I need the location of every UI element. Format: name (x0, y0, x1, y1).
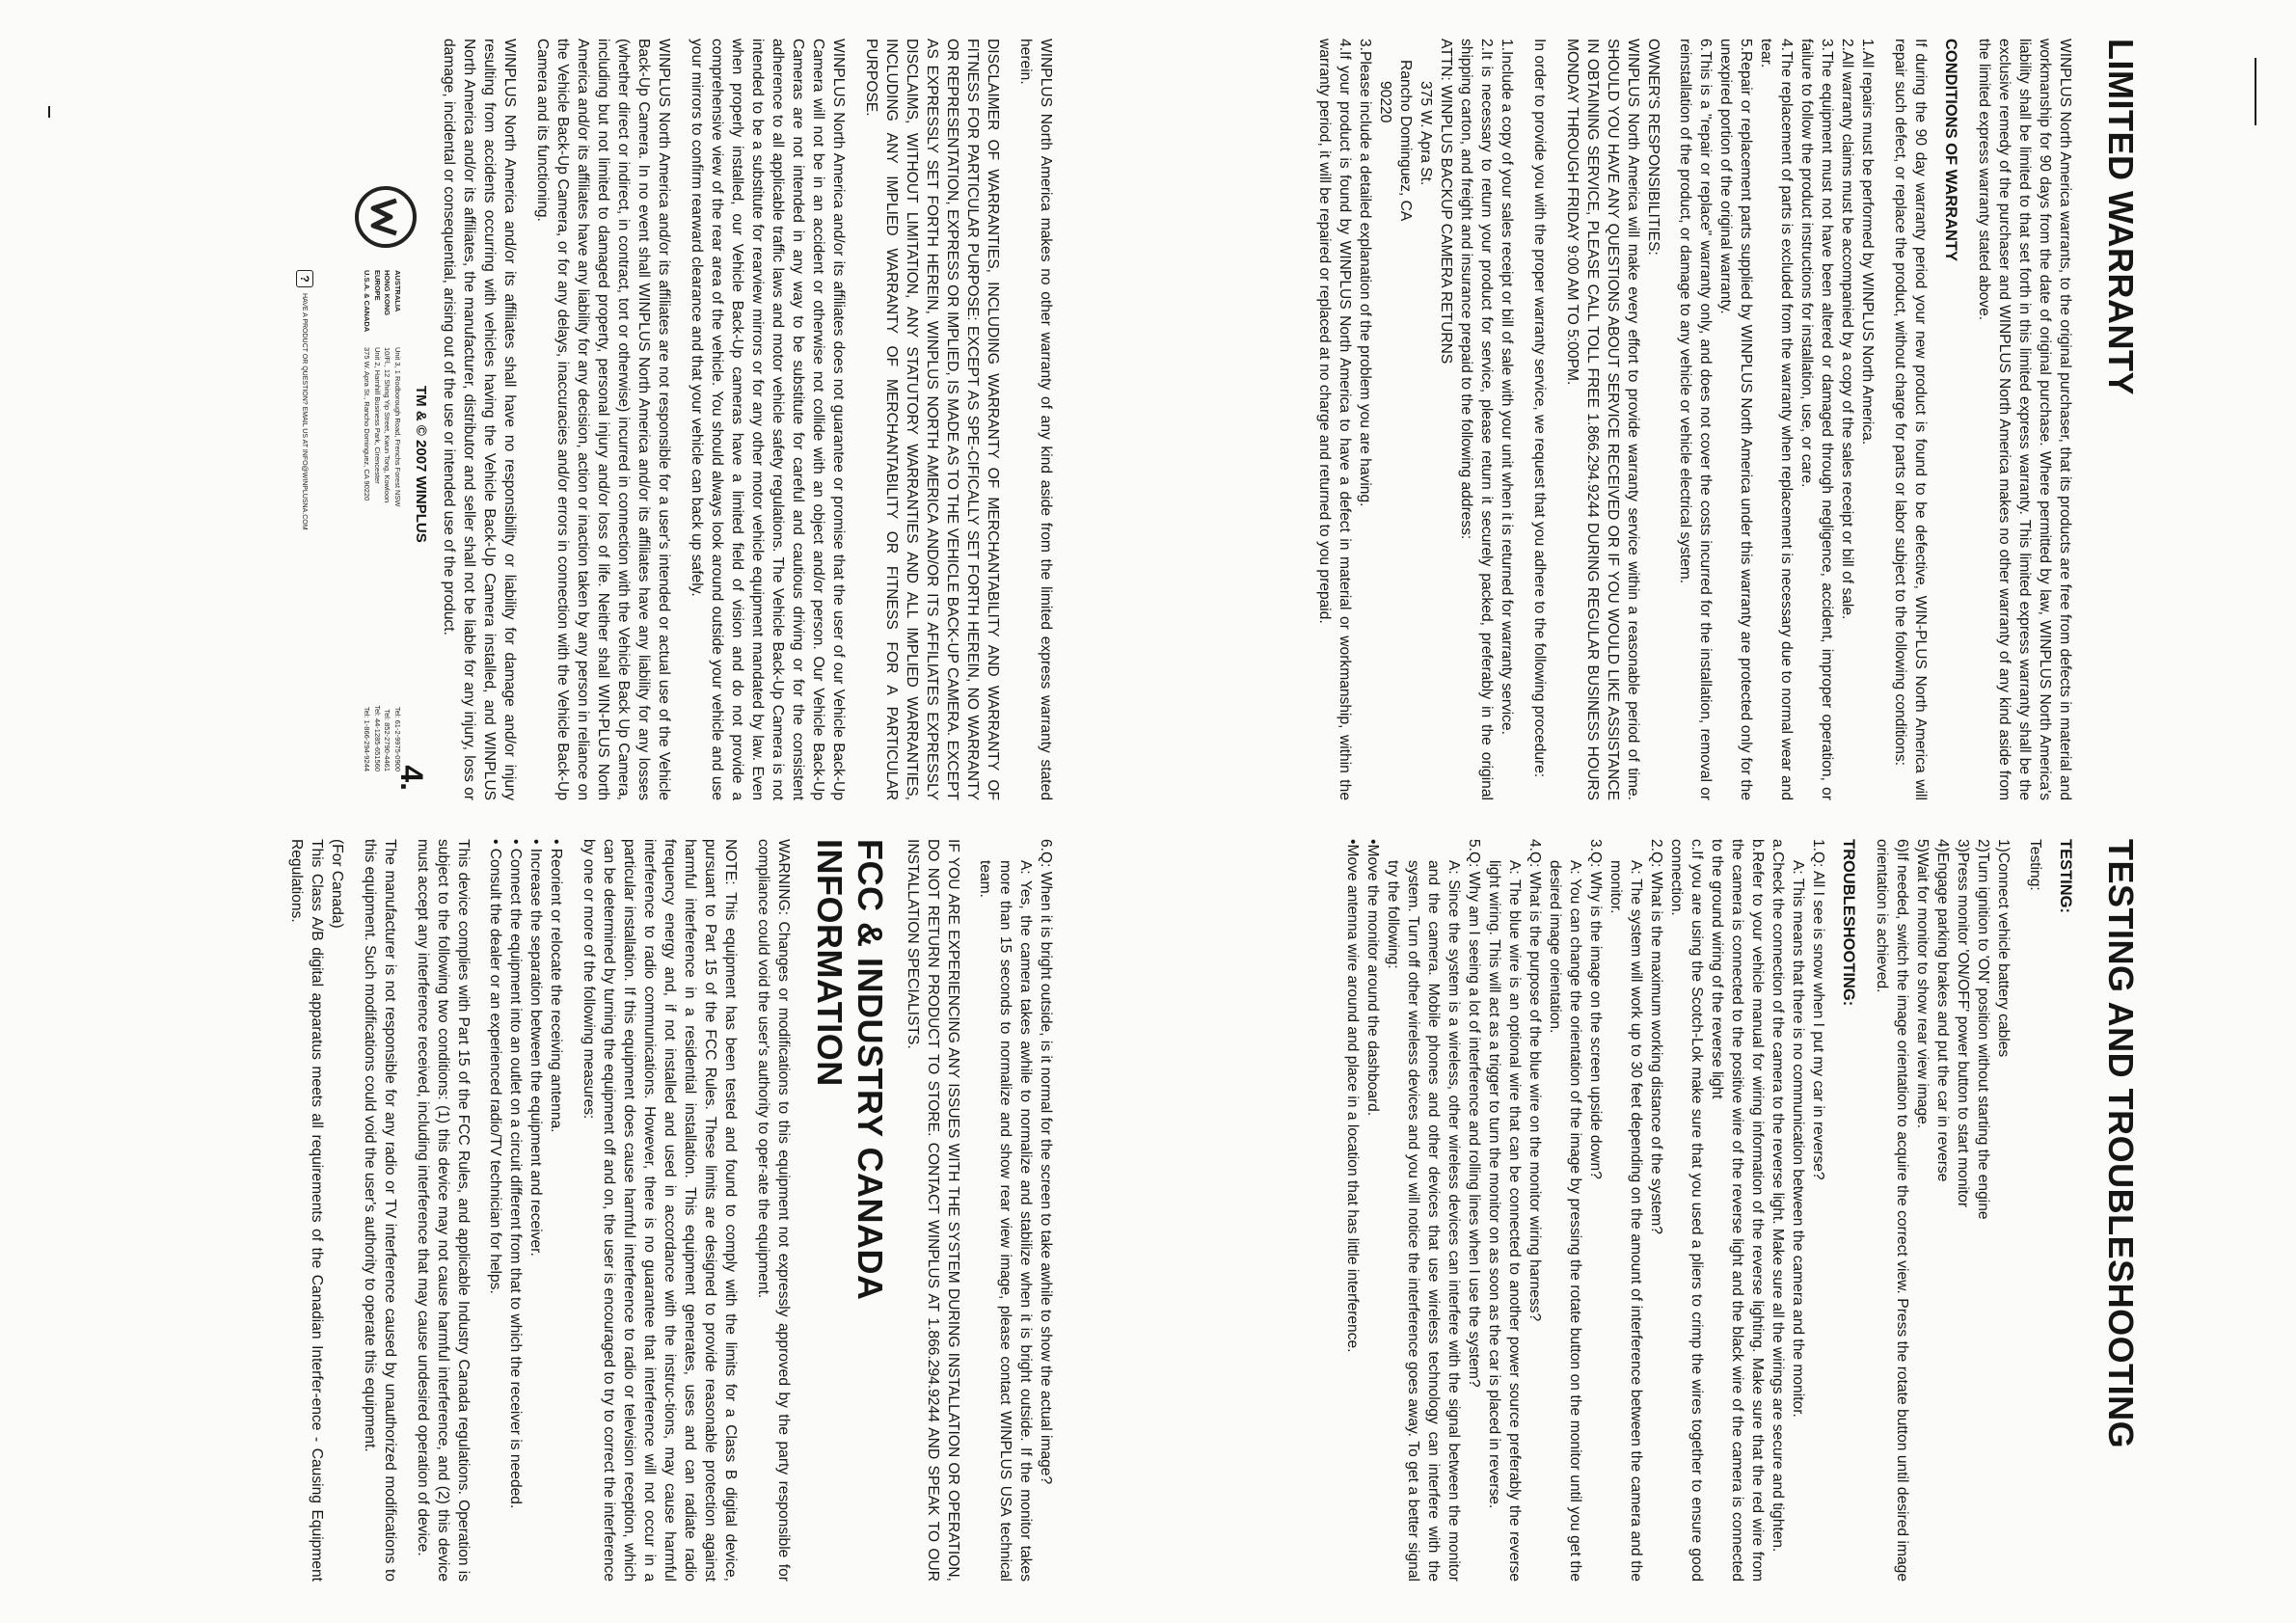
testing-label: Testing: (2027, 839, 2043, 891)
qa-answer: A: Since the system is a wireless, other wireless devices can interfere with the signal between the monitor and the camera. Mobile phones and other devices that use wireless technology can interfere with the system. Turn off other wireless devices and you will notice the interference goes away. To get a better signal try the following: (1385, 860, 1462, 1582)
qa-question: 4.Q: What is the purpose of the blue wire on the monitor wiring harness? (1526, 839, 1543, 1322)
condition-item: 2.All warranty claims must be accompanied by a copy of the sales receipt or bill of sale. (1839, 39, 1855, 620)
qa-answer: A: You can change the orientation of the image by pressing the rotate button on the monitor until you get the desired image orientation. (1547, 860, 1583, 1582)
bottom-left-rule (48, 106, 50, 118)
conditions-intro: If during the 90 day warranty period your new product is found to be defective, WIN-PLUS North America will repair such defect, or replace the product, without charge for parts or labor subject to the following conditions: (1892, 39, 1929, 800)
qa-question: 3.Q: Why is the image on the screen upside down? (1587, 839, 1604, 1179)
right-page (1316, 39, 2141, 1582)
fcc-note: NOTE: This equipment has been tested and found to comply with the limits for a Class B digital device, pursuant to Part 15 of the FCC Rules. These limits are designed to provide reasonable protection against harmful interference in a residential installation. This equipment generates, uses and can radiate radio frequency energy and, if not installed and used in accordance with the instruc-tions, may cause harmful interference to radio communications. However, there is no guarantee that interference will not occur in a particular installation. If this equipment does cause harmful interference to radio or television reception, which can be determined by turning the equipment off and on, the user is encouraged to try to correct the interference by one or more of the following measures: (581, 839, 739, 1582)
troubleshooting-heading: TROUBLESHOOTING: (1840, 839, 1857, 1007)
testing-step: 6)If needed, switch the image orientation to acquire the correct view. Press the rotate button until desired image orientation is achieved. (1874, 839, 1910, 1582)
address-line: ATTN: WINPLUS BACKUP CAMERA RETURNS (1438, 39, 1454, 365)
footer-block (284, 39, 429, 800)
qa-question: 2.Q: What is the maximum working distance of the system? (1648, 839, 1664, 1234)
procedure-intro: In order to provide you with the proper warranty service, we request that you adhere to the following procedure: (1531, 39, 1548, 778)
left-page (284, 39, 1056, 1582)
limited-warranty-title: LIMITED WARRANTY (2101, 39, 2141, 395)
help-question-icon: ? (296, 270, 313, 287)
no-liability-text: WINPLUS North America and/or its affiliates shall have no responsibility or liability for damage and/or injury resulting from accidents occurring with vehicles having the Vehicle Back-Up Camera installed, and WINPLUS North America and/or its affiliates, the manufacturer, distributor and seller shall not be liable for any injury, loss or damage, incidental or consequential, arising out of the use or intended use of the product. (441, 39, 518, 800)
fcc-warning: WARNING: Changes or modifications to this equipment not expressly approved by the party responsible for compliance could void the user's authority to oper-ate the equipment. (755, 839, 792, 1582)
owners-text: WINPLUS North America will make every effort to provide warranty service within a reasonable period of time. SHOULD YOU HAVE ANY QUESTIONS ABOUT SERVICE RECEIVED OR IF YOU WOULD LIKE ASSISTANCE IN OBTAINING SERVICE, PLEASE CALL TOLL FREE 1.866.294.9244 DURING REGULAR BUSINESS HOURS MONDAY THROUGH FRIDAY 9:00 AM TO 5:00PM. (1564, 39, 1641, 800)
fcc-measure: • Connect the equipment into an outlet on a circuit different from that to which the receiver is needed. (507, 839, 524, 1509)
qa-bullet: •Move antenna wire around and place in a location that has little interference. (1344, 839, 1361, 1353)
winplus-logo-icon (352, 183, 419, 251)
warranty-continued-column (284, 39, 1056, 800)
fcc-canada-text: This Class A/B digital apparatus meets all requirements of the Canadian Interfer-ence - Causing Equipment Regulations. (288, 839, 325, 1582)
no-other-warranty: WINPLUS North America makes no other warranty of any kind aside from the limited express warranty stated herein. (1017, 39, 1054, 800)
qa-answer: A: This means that there is no communication between the camera and the monitor. (1790, 860, 1806, 1418)
address-line: 375 W. Apra St. (1418, 81, 1434, 186)
issues-notice: IF YOU ARE EXPERIENCING ANY ISSUES WITH THE SYSTEM DURING INSTALLATION OR OPERATION, DO NOT RETURN PRODUCT TO STORE. CONTACT WINPLUS AT 1.866.294.9244 AND SPEAK TO OUR INSTALLATION SPECIALISTS. (905, 839, 961, 1582)
procedure-item: 4.If your product is found by WINPLUS North America to have a defect in material or workmanship, within the warranty period, it will be repaired or replaced at no charge and returned to you prepaid. (1316, 39, 1353, 800)
testing-step: 4)Engage parking brakes and put the car in reverse (1934, 839, 1951, 1182)
qa-question: 5.Q: Why am I seeing a lot of interference and rolling lines when I use the system? (1466, 839, 1482, 1388)
qa-question: 6.Q: When it is bright outside, is it normal for the screen to take awhile to show the actual image? (1038, 839, 1054, 1485)
testing-step: 2)Turn ignition to 'ON' position without starting the engine (1975, 839, 1991, 1220)
address-line: Rancho Dominguez, CA (1397, 60, 1414, 222)
testing-step: 1)Connect vehicle battery cables (1995, 839, 2012, 1058)
testing-heading: TESTING: (2057, 839, 2074, 913)
conditions-heading: CONDITIONS OF WARRANTY (1942, 39, 1959, 261)
fcc-title-2: INFORMATION (810, 839, 850, 1087)
procedure-item: 2.It is necessary to return your product for service, please return it securely packed, preferably in the original shipping carton, and freight and insurance prepaid to the following address: (1458, 39, 1495, 800)
office-row: U.S.A. & CANADA 375 W. Apra St., Rancho Dominguez, CA 90220 Tel: 1-866-294-9244 (363, 270, 372, 771)
fcc-manufacturer: The manufacturer is not responsible for any radio or TV interference caused by unauthorized modifications to this equipment. Such modifications could void the user's authority to operate this equipment. (362, 839, 398, 1582)
testing-step: 5)Wait for monitor to show rear view image. (1914, 839, 1931, 1129)
condition-item: 5.Repair or replacement parts supplied by WINPLUS North America under this warranty are protected only for the unexpired portion of the original warranty. (1717, 39, 1754, 800)
fcc-measure: • Consult the dealer or an experienced radio/TV technician for helps. (487, 839, 503, 1294)
condition-item: 4.The replacement of parts is excluded from the warranty when replacement is necessary due to normal wear and tear. (1758, 39, 1795, 800)
fcc-canada-label: (For Canada) (329, 839, 345, 929)
testing-step: 3)Press monitor 'ON/OFF' power button to start monitor (1955, 839, 1971, 1208)
fcc-measure: • Increase the separation between the equipment and receiver. (527, 839, 544, 1257)
fcc-measure: • Reorient or relocate the receiving antenna. (548, 839, 564, 1133)
qa-question: 1.Q: All I see is snow when I put my car in reverse? (1810, 839, 1826, 1180)
office-row: EUROPE Unit 2, Harnhill Business Park, Cirencester Tel: 44-1285-651560 (373, 270, 382, 771)
not-responsible-text: WINPLUS North America and/or its affiliates are not responsible for a user's intended or actual use of the Vehicle Back-Up Camera. In no event shall WINPLUS North America and/or its affiliates have any liability for any losses (whether direct or indirect, in contract, tort or otherwise) incurred in connection with the Vehicle Back Up Camera, including but not limited to damaged property, personal injury and/or loss of life. Neither shall WIN-PLUS North America and/or its affiliates have any liability for any decision, action or inaction taken by any person in reliance on the Vehicle Back-Up Camera, or for any delays, inaccuracies and/or errors in connection with the Vehicle Back-Up Camera and its functioning. (534, 39, 672, 800)
copyright-text: TM & © 2007 WINPLUS (413, 386, 429, 543)
qa-answer: A: The system will work up to 30 feet depending on the amount of interference between the camera and the monitor. (1607, 860, 1644, 1582)
warranty-intro: WINPLUS North America warrants, to the original purchaser, that its products are free from defects in material and workmanship for 90 days from the date of original purchase. Where permitted by law, WINPLUS North America's liability shall be limited to that set forth in this limited express warranty. This limited express warranty shall be the exclusive remedy of the purchaser and WINPLUS North America makes no other warranty of any kind aside from the limited express warranty stated above. (1976, 39, 2073, 800)
fcc-column (284, 839, 1056, 1582)
no-guarantee-text: WINPLUS North America and/or its affiliates does not guarantee or promise that the user of our Vehicle Back-Up Camera will not be in an accident or otherwise not collide with an object and/or person. Our Vehicle Back-Up Cameras are not intended in any way to be substitute for careful and cautious driving or for the consistent adherence to all applicable traffic laws and motor vehicle safety regulations. The Vehicle Back-Up Camera is not intended to be a substitute for rearview mirrors or for any other motor vehicle equipment mandated by law. Even when properly installed, our Vehicle Back-Up cameras have a limited field of vision and do not provide a comprehensive view of the rear area of the vehicle. You should always look around outside your vehicle and use your mirrors to confirm rearward clearance and that your vehicle can back up safely. (689, 39, 847, 800)
help-text: HAVE A PRODUCT OR QUESTION? EMAIL US AT INFO@WINPLUSNA.COM (301, 293, 309, 530)
qa-question: b.Refer to your vehicle manual for wiring information of the reverse lighting. Make sure that the red wire from the camera is connected to the positive wire of the reverse light and the black wire of the camera is connected to the ground wiring of the reverse light (1709, 839, 1766, 1582)
qa-question: c.If you are using the Scotch-Lok make sure that you used a pliers to crimp the wires together to ensure good connection. (1668, 839, 1705, 1582)
qa-answer: A: The blue wire is an optional wire that can be connected to another power source preferably the reverse light wiring. This will act as a trigger to turn the monitor on as soon as the car is placed in reverse. (1486, 860, 1523, 1582)
condition-item: 1.All repairs must be performed by WINPLUS North America. (1859, 39, 1876, 446)
testing-title: TESTING AND TROUBLESHOOTING (2101, 839, 2141, 1449)
procedure-item: 3.Please include a detailed explanation of the problem you are having. (1357, 39, 1373, 507)
help-row (296, 270, 313, 530)
qa-question: a.Check the connection of the camera to the reverse light. Make sure all the wirings are secure and tighten. (1769, 839, 1786, 1553)
office-row: AUSTRALIA Unit 3, 1 Rodborough Road, Frenchs Forest NSW Tel: 61-2-9975-0900 (393, 270, 402, 771)
procedure-item: 1.Include a copy of your sales receipt or bill of sale with your unit when it is returned for warranty service. (1499, 39, 1515, 735)
qa-bullet: •Move the monitor around the dashboard. (1364, 839, 1381, 1117)
fcc-title: FCC & INDUSTRY CANADA (851, 839, 890, 1301)
condition-item: 6.This is a "repair or replace" warranty only, and does not cover the costs incurred for the installation, removal or reinstallation of the product, or damage to any vehicle or vehicle electrical system. (1677, 39, 1714, 800)
condition-item: 3.The equipment must not have been altered or damaged through negligence, accident, improper operation, or failure to follow the product instructions for installation, use, or care. (1798, 39, 1835, 800)
page-number: 4. (394, 765, 429, 791)
office-list (362, 270, 402, 771)
qa-answer: A: Yes, the camera takes awhile to normalize and stabilize when it is bright outside. If the monitor takes more than 15 seconds to normalize and show rear view image, please contact WINPLUS USA technical team. (977, 860, 1034, 1582)
fcc-comply: This device complies with Part 15 of the FCC Rules, and applicable Industry Canada regulations. Operation is subject to the following two conditions: (1) this device may not cause harmful interference, and (2) this device must accept any interference received, including interference that may cause undesired operation of device. (415, 839, 472, 1582)
limited-warranty-column (1316, 39, 2141, 800)
testing-troubleshooting-column (1344, 839, 2141, 1582)
address-line: 90220 (1377, 81, 1393, 123)
office-row: HONG KONG 10/Fl., 12 Shing Yip Street, Kwun Tong, Kowloon Tel: 852-2790-4461 (383, 270, 392, 771)
top-edge-rule (2255, 58, 2256, 125)
disclaimer-text: DISCLAIMER OF WARRANTIES, INCLUDING WARRANTY OF MERCHANTABILITY AND WARRANTY OF FITNESS FOR PARTICULAR PURPOSE: EXCEPT AS SPE-CIFICALLY SET FORTH HEREIN, NO WARRANTY OR REPRESENTATION, EXPRESS OR IMPLIED, IS MADE AS TO THE VEHICLE BACK-UP CAMERA. EXCEPT AS EXPRESSLY SET FORTH HEREIN, WINPLUS NORTH AMERICA AND/OR ITS AFFILIATES EXPRESSLY DISCLAIMS, WITHOUT LIMITATION, ANY STATUTORY WARRANTIES AND ALL IMPLIED WARRANTIES, INCLUDING ANY IMPLIED WARRANTY OF MERCHANTABILITY OR FITNESS FOR A PARTICULAR PURPOSE. (863, 39, 1001, 800)
owners-heading: OWNER'S RESPONSIBILITIES: (1645, 39, 1661, 256)
